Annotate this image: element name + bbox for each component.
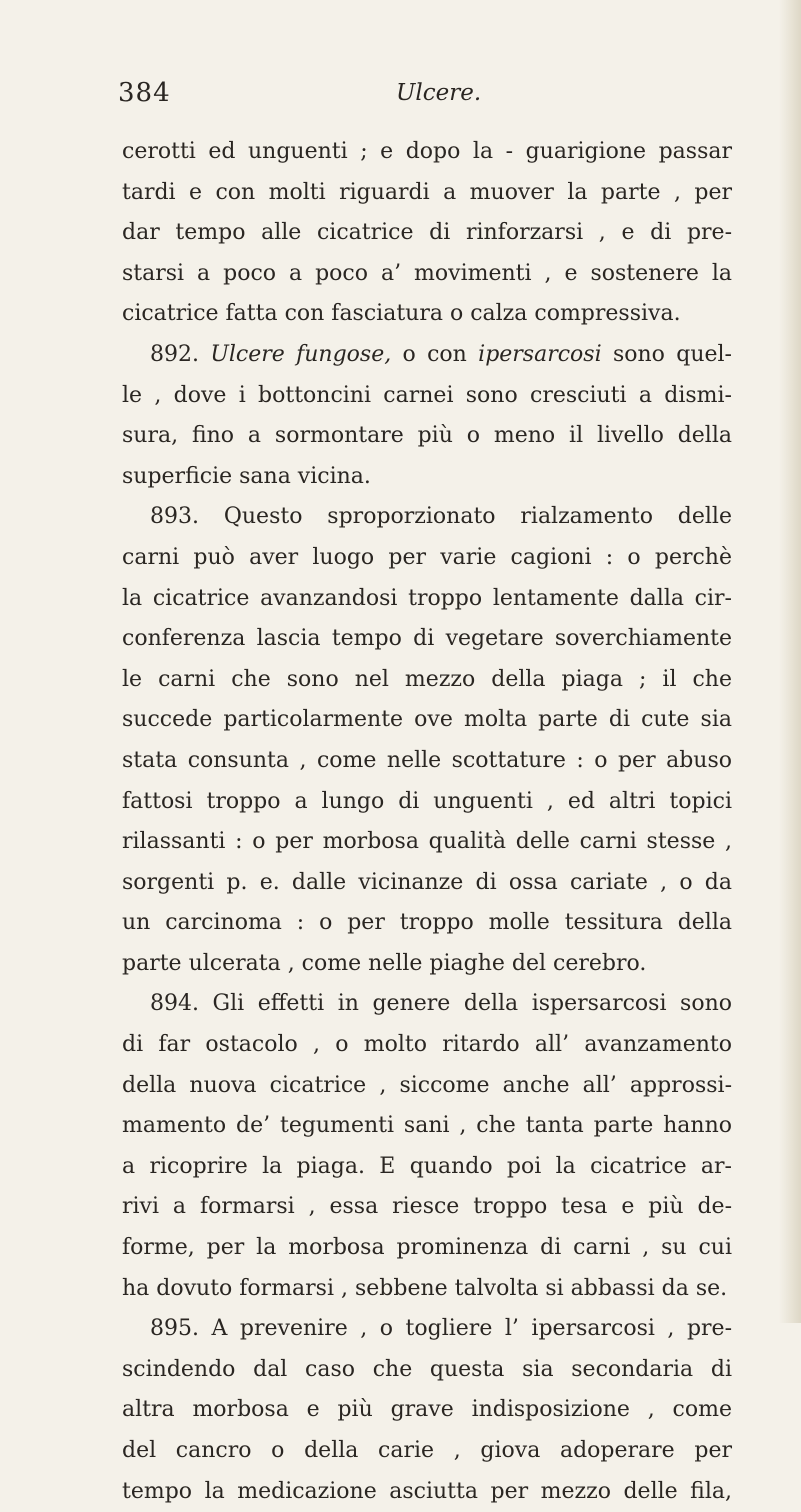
text-line: 894. Gli effetti in genere della ispersarcosi sono bbox=[150, 991, 732, 1017]
text-line: parte ulcerata , come nelle piaghe del cerebro. bbox=[122, 950, 647, 976]
text-line: 893. Questo sproporzionato rialzamento delle bbox=[150, 504, 732, 530]
body-text bbox=[122, 132, 732, 1512]
text-line: sorgenti p. e. dalle vicinanze di ossa cariate , o da bbox=[122, 869, 732, 895]
paragraph-892-first-line: 892. Ulcere fungose, o con ipersarcosi sono quel- bbox=[150, 341, 732, 367]
page-header bbox=[118, 78, 738, 114]
text-line: tempo la medicazione asciutta per mezzo delle fila, bbox=[122, 1478, 732, 1504]
text-line: altra morbosa e più grave indisposizione , come bbox=[122, 1397, 732, 1423]
text-line: del cancro o della carie , giova adoperare per bbox=[122, 1438, 732, 1463]
text-line: starsi a poco a poco a’ movimenti , e sostenere la bbox=[122, 260, 732, 286]
text-line: succede particolarmente ove molta parte di cute sia bbox=[122, 707, 732, 733]
text-line: la cicatrice avanzandosi troppo lentamente dalla cir- bbox=[122, 585, 732, 611]
text-line: 895. A prevenire , o togliere l’ ipersarcosi , pre- bbox=[150, 1316, 732, 1342]
text-line: le carni che sono nel mezzo della piaga ; il che bbox=[122, 666, 732, 692]
text-line: mamento de’ tegumenti sani , che tanta parte hanno bbox=[122, 1113, 732, 1139]
paragraph-number: 892. bbox=[150, 341, 211, 367]
text-line: cerotti ed unguenti ; e dopo la - guarigione passar bbox=[122, 139, 732, 164]
text-line: un carcinoma : o per troppo molle tessitura della bbox=[122, 910, 732, 936]
page-edge-shadow bbox=[779, 0, 801, 1323]
running-head: Ulcere. bbox=[396, 80, 482, 106]
text-line: le , dove i bottoncini carnei sono cresciuti a dismi- bbox=[122, 382, 732, 408]
text-line: conferenza lascia tempo di vegetare soverchiamente bbox=[122, 626, 732, 652]
italic-term: ipersarcosi bbox=[478, 341, 602, 367]
text-line: stata consunta , come nelle scottature : o per abuso bbox=[122, 747, 732, 773]
text-line: superficie sana vicina. bbox=[122, 463, 371, 489]
text-line: dar tempo alle cicatrice di rinforzarsi , e di pre- bbox=[122, 220, 732, 246]
text-line: forme, per la morbosa prominenza di carni , su cui bbox=[122, 1235, 732, 1261]
text-line: cicatrice fatta con fasciatura o calza compressiva. bbox=[122, 301, 681, 327]
text-line: ha dovuto formarsi , sebbene talvolta si abbassi da se. bbox=[122, 1275, 728, 1301]
text-line: della nuova cicatrice , siccome anche all’ approssi- bbox=[122, 1072, 732, 1098]
text-line: a ricoprire la piaga. E quando poi la cicatrice ar- bbox=[122, 1153, 732, 1179]
text-line: tardi e con molti riguardi a muover la parte , per bbox=[122, 179, 732, 205]
text-line: scindendo dal caso che questa sia secondaria di bbox=[122, 1356, 732, 1382]
text-line: sura, fino a sormontare più o meno il livello della bbox=[122, 423, 732, 449]
text-line: rilassanti : o per morbosa qualità delle carni stesse , bbox=[122, 829, 732, 855]
text-line: fattosi troppo a lungo di unguenti , ed altri topici bbox=[122, 788, 732, 814]
italic-term: Ulcere fungose, bbox=[210, 341, 392, 367]
text-line: rivi a formarsi , essa riesce troppo tesa e più de- bbox=[122, 1194, 732, 1220]
text-line: carni può aver luogo per varie cagioni : o perchè bbox=[122, 544, 732, 570]
text-line: di far ostacolo , o molto ritardo all’ avanzamento bbox=[122, 1032, 732, 1058]
page-number: 384 bbox=[118, 78, 171, 108]
